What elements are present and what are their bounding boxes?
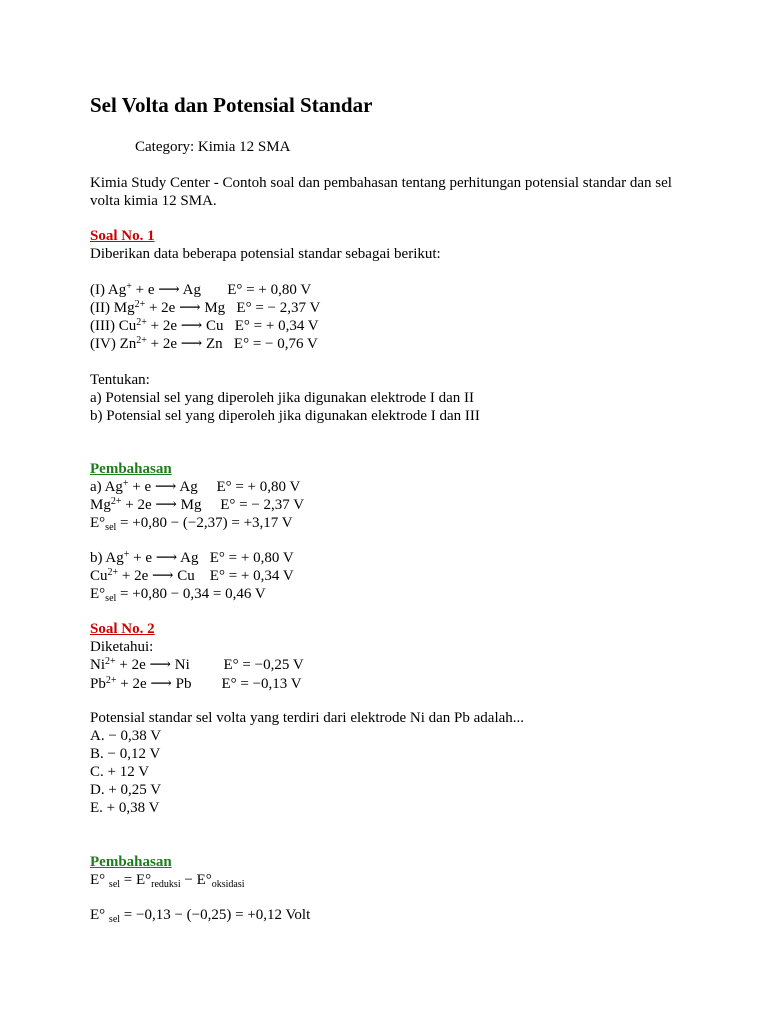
answer-a-line-2: $Mg^{2+} + 2e$ ⟶ Mg E° = − 2,37 V <box>90 496 305 513</box>
data-item-2: (II) $Mg^{2+} + 2e$ ⟶ Mg E° = − 2,37 V <box>90 299 321 316</box>
option-d: D. + 0,25 V <box>90 782 162 798</box>
intro-line-1: Kimia Study Center - Contoh soal dan pembahasan tentang perhitungan potensial standar dan sel <box>90 175 672 191</box>
option-a: A. − 0,38 V <box>90 728 162 744</box>
pembahasan-2-section <box>90 853 708 889</box>
result-line: E° $_{sel}$ = −0,13 − (−0,25) = +0,12 Volt <box>90 907 311 925</box>
answer-b-line-3: $E^\circ_{sel} = +0,80 - 0,34 = 0,46$ V <box>90 586 266 604</box>
option-e: E. + 0,38 V <box>90 800 160 816</box>
data-item-3: (III) $Cu^{2+} + 2e$ ⟶ Cu E° = + 0,34 V <box>90 317 319 334</box>
question-b: b) Potensial sel yang diperoleh jika digunakan elektrode I dan III <box>90 408 480 424</box>
option-b: B. − 0,12 V <box>90 746 161 762</box>
pembahasan-1-section <box>90 460 708 532</box>
known-item-2: $Pb^{2+} + 2e$ ⟶ Pb E° = −0,13 V <box>90 675 302 692</box>
intro-line-2: volta kimia 12 SMA. <box>90 193 217 209</box>
soal-1-section <box>90 227 708 263</box>
category-label: Category: Kimia 12 SMA <box>135 139 291 155</box>
soal-1-text: Diberikan data beberapa potensial standar sebagai berikut: <box>90 246 441 262</box>
soal-1-data-list <box>90 281 708 353</box>
pembahasan-2-heading: Pembahasan <box>90 854 172 870</box>
soal-1-questions <box>90 371 708 425</box>
pembahasan-1-part-b <box>90 549 708 603</box>
soal-2-heading: Soal No. 2 <box>90 621 155 637</box>
known-item-1: $Ni^{2+} + 2e$ ⟶ Ni E° = −0,25 V <box>90 656 304 673</box>
answer-b-line-2: $Cu^{2+} + 2e$ ⟶ Cu E° = + 0,34 V <box>90 567 294 584</box>
formula-line: E° $_{sel} = E^\circ_{reduksi} - E^\circ_{oksidasi}$ <box>90 872 245 890</box>
page-title: Sel Volta dan Potensial Standar <box>90 93 373 117</box>
option-c: C. + 12 V <box>90 764 150 780</box>
data-item-1: (I) Ag+ + e ⟶ Ag E° = + 0,80 V <box>90 281 312 298</box>
answer-a-line-1: a) Ag+ + e ⟶ Ag E° = + 0,80 V <box>90 478 301 495</box>
ask-label: Tentukan: <box>90 372 150 388</box>
pembahasan-1-heading: Pembahasan <box>90 461 172 477</box>
answer-a-line-3: $E^\circ_{sel} = +0,80 - (-2,37) = +3,17$ V <box>90 515 293 533</box>
question-a: a) Potensial sel yang diperoleh jika digunakan elektrode I dan II <box>90 390 475 406</box>
question-text: Potensial standar sel volta yang terdiri dari elektrode Ni dan Pb adalah... <box>90 710 525 726</box>
answer-b-line-1: b) Ag+ + e ⟶ Ag E° = + 0,80 V <box>90 549 294 566</box>
soal-1-heading: Soal No. 1 <box>90 228 155 244</box>
soal-2-question <box>90 709 708 817</box>
soal-2-section <box>90 620 708 694</box>
data-item-4: (IV) $Zn^{2+} + 2e$ ⟶ Zn E° = − 0,76 V <box>90 335 318 352</box>
intro-paragraph <box>90 174 708 210</box>
pembahasan-2-result <box>90 906 708 924</box>
known-label: Diketahui: <box>90 639 154 655</box>
